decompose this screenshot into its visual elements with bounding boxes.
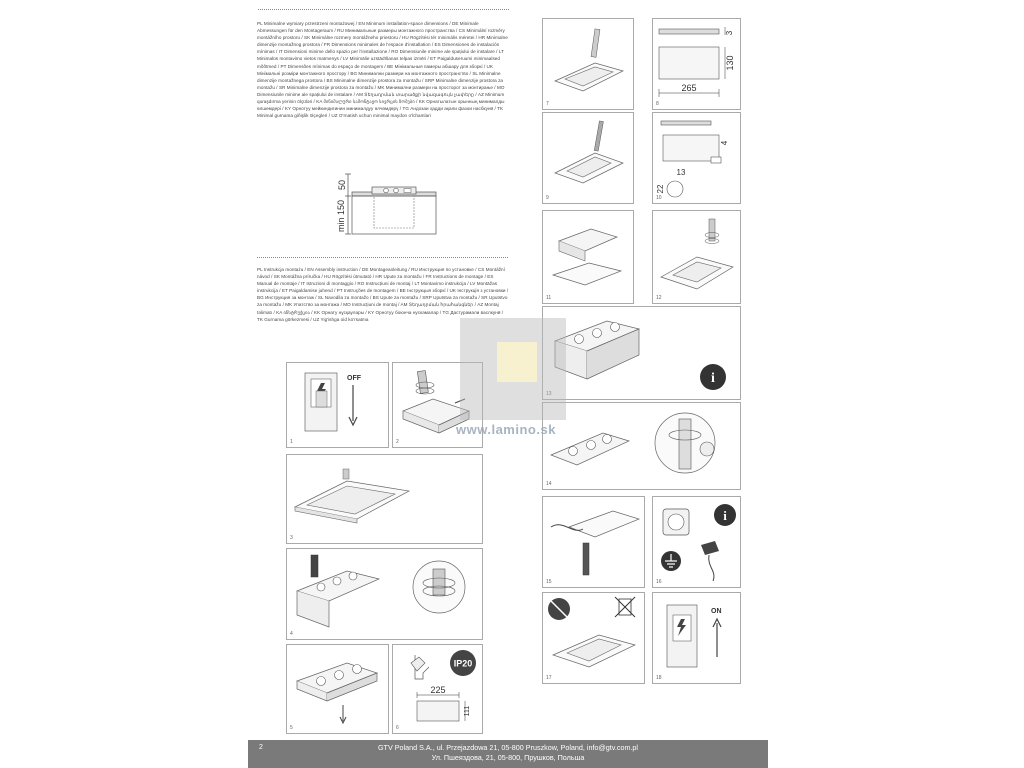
dim-111: 111 [464, 705, 471, 717]
off-label: OFF [347, 375, 361, 382]
step-panel-16 [652, 496, 741, 588]
step-number: 13 [546, 391, 552, 397]
dim-4: 4 [720, 140, 729, 146]
step-number: 14 [546, 481, 552, 487]
dim-225: 225 [430, 685, 446, 695]
step-panel-7 [542, 18, 634, 110]
watermark-text: www.lamino.sk [456, 422, 556, 437]
step-panel-8 [652, 18, 741, 110]
dim-22: 22 [656, 184, 665, 194]
step-panel-17 [542, 592, 645, 684]
step-number: 7 [546, 101, 549, 107]
dim-130: 130 [725, 55, 735, 71]
dim-265: 265 [681, 83, 697, 93]
footer-bar [248, 740, 768, 768]
step-panel-1 [286, 362, 389, 448]
info-letter: i [711, 371, 715, 386]
dim-13: 13 [676, 168, 686, 177]
step-panel-10 [652, 112, 741, 204]
step-number: 5 [290, 725, 293, 731]
on-label: ON [711, 608, 722, 615]
step-panel-14 [542, 402, 741, 490]
separator-dots [257, 257, 508, 258]
step-number: 12 [656, 295, 662, 301]
ip20-label: IP20 [453, 658, 473, 669]
min-dimensions-figure [334, 170, 438, 240]
step-number: 4 [290, 631, 293, 637]
footer-address-cyrillic: Ул. Пшеяздова, 21, 05-800, Прушков, Польша [431, 753, 585, 762]
footer-address-line: GTV Poland S.A., ul. Przejazdowa 21, 05-800 Pruszkow, Poland, info@gtv.com.pl [377, 743, 639, 752]
step-panel-13 [542, 306, 741, 400]
assembly-multilingual-text: PL Instrukcja montażu / EN Assembly instruction / DE Montageanleitung / RU Инструкция по установке / CS Montážní návod / SK Montážna príručka / HU Rögzítési útmutató / HR Upute za montažu / FR Instructions de montage / ES Manual de montaje / IT Istruzioni di montaggio / RO Instrucțiuni de montaj / LT Montavimo instrukcija / LV Montāžas instrukcija / ET Paigaldamise juhend / PT Instruções de montagem / BE Інструкцыя зборкі / UK Інструкція з установки / BG Инструкция за монтаж / SL Navodila za montažo / BS Upute za montažu / SRP Uputstva za montažu / SR Uputstvo za montažu / MK Упатство за монтажа / MO Instrucțiuni de montaj / AM Տեղադրման հրահանգներ / AZ Montaj təlimatı / KA ინსტრუქცია / KK Орнату нұсқаулары / KY Орнотуу боюнча нускамалар / TG Дастурамали васлкунӣ / TK Gurnama görkezmesi / UZ Yig'ishga oid ko'rsatma [257, 267, 509, 322]
step-number: 10 [656, 195, 662, 201]
step-number: 2 [396, 439, 399, 445]
step-number: 15 [546, 579, 552, 585]
step-number: 3 [290, 535, 293, 541]
dim-label-min: min 150 [336, 199, 346, 233]
step-number: 8 [656, 101, 659, 107]
step-panel-5 [286, 644, 389, 734]
step-panel-11 [542, 210, 634, 304]
step-number: 18 [656, 675, 662, 681]
step-panel-12 [652, 210, 741, 304]
dim-label-top: 50 [337, 179, 347, 191]
page-number: 2 [259, 744, 263, 751]
step-number: 16 [656, 579, 662, 585]
dim-3: 3 [725, 30, 734, 36]
step-panel-6 [392, 644, 483, 734]
dimensions-multilingual-text: PL Minimalne wymiary przestrzeni montażowej / EN Minimum installation-space dimensions / DE Minimale Abmessungen für den Montageraum / RU Минимальные размеры монтажного пространства / CS Minimální rozměry montážního prostoru / SK Minimálne rozmery montážneho priestoru / HU Rögzítési tér minimális méretei / HR Minimalne dimenzije montažnog prostora / FR Dimensions minimales de l'espace d'installation / ES Dimensiones de instalación mínimas / IT Dimensioni minime dello spazio per l'installazione / RO Dimensiunile minime ale spațiului de instalare / LT Minimalūs montavimo vietos matmenys / LV Minimālie uzstādīšanas telpas izmēri / ET Paigalduseruumi minimaalsed mõõtmed / PT Dimensões mínimas do espaço de montagem / BE Мінімальныя памеры абшару для зборкі / UK Мінімальні розміри монтажного простору / BG Минимални размери на монтажното пространство / SL Minimalne dimenzije montažnega prostora / BS Minimalne dimenzije prostora za montažu / SRP Minimalne dimenzije prostora za montažu / SR Minimalne dimenzije prostora za montažu / MK Минимални размери на просторот за монтирање / MO Dimensiunile minime ale spațiului de instalare / AM Տեղադրման տարածքի նվազագույն չափերը / AZ Minimum quraşdırma yerinin ölçüləri / KA მინიმალური სამონტაჟო სივრცის ზომები / KK Орнатылатын орынның минималды өлшемдері / KY Орнотуу мейкиндигинин минималдуу өлчөмдөрү / TG Андозаи ҳадди ақали фазои насбкунӣ / TK Minimal gurnama giňişlik ölçegleri / UZ O'rnatish uchun minimal maydon o'lchamlari [257, 21, 508, 119]
step-panel-4 [286, 548, 483, 640]
info-letter: i [723, 508, 727, 523]
watermark-logo-inner [497, 342, 537, 382]
step-number: 6 [396, 725, 399, 731]
step-panel-15 [542, 496, 645, 588]
step-panel-3 [286, 454, 483, 544]
step-number: 17 [546, 675, 552, 681]
step-number: 1 [290, 439, 293, 445]
step-number: 9 [546, 195, 549, 201]
step-number: 11 [546, 295, 552, 301]
separator-dots-top [258, 9, 509, 10]
step-panel-18 [652, 592, 741, 684]
step-panel-9 [542, 112, 634, 204]
